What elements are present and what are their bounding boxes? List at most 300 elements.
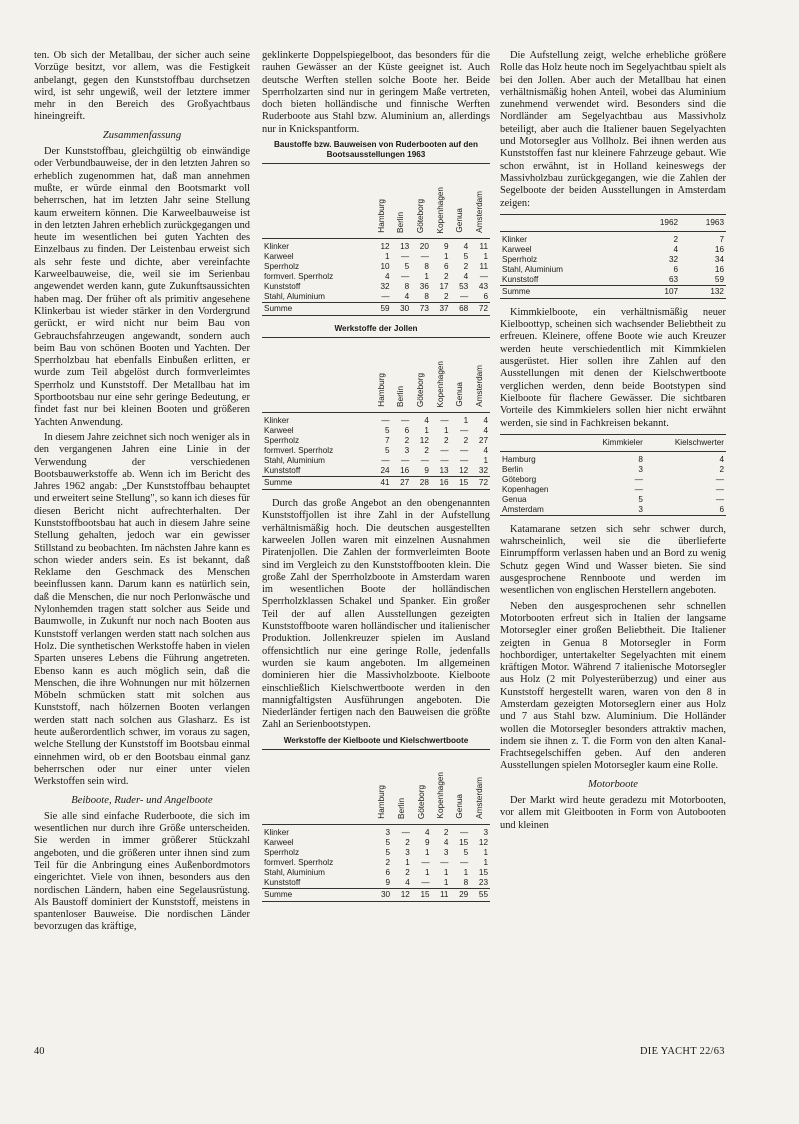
table-cell: 15 [459,837,469,847]
table-cell: 5 [404,262,410,272]
column-header [431,164,451,239]
table-cell: 6 [483,292,488,302]
table-amsterdam-comparison [500,214,726,299]
table-row [262,858,490,868]
table-cell: 1 [483,252,488,262]
table-cell: — [460,446,469,456]
table-cell: 43 [478,282,488,292]
paragraph: Die Aufstellung zeigt, welche erhebliche größere Rolle das Holz heute noch im Segelyachtbau spielt als bei den Jollen. Aber auch der Metallbau hat einen verhältnismäßig hohen Anteil, wobei das Aluminium zunehmend verwendet wird. Besonders sind die Nordländer am Segelyachtbau aus Massivholz beteiligt, aber auch die Italiener bauen Segelyachten und Motorsegler aus Vollholz. Bei ihnen werden aus Kunststoffen fast nur kleinere Fahrzeuge gebaut. Wie schon erwähnt, ist in Holland keineswegs der Massivholzbau zurückgegangen, wie die Zahlen der Segelboote der beiden Ausstellungen in Amsterdam zeigen: [500,50,726,209]
table-row [262,282,490,292]
row-label: Klinker [264,242,290,252]
column-header [451,164,471,239]
data-table [500,434,726,516]
table-cell: 8 [424,262,429,272]
column-header-label: Berlin [396,212,406,234]
column-header-label: Genua [455,208,465,234]
table-cell: 1 [424,426,429,436]
table-row [262,413,490,427]
column-header [500,214,634,231]
table-cell: 27 [392,477,412,490]
header-cell [262,338,372,413]
column-header [411,338,431,413]
table-body [262,239,490,316]
row-label: Sperrholz [264,436,300,446]
table-cell: 5 [385,837,391,847]
table-cell: — [401,416,410,426]
table-body [500,231,726,298]
column-left [34,50,250,937]
section-heading: Motorboote [587,778,639,790]
column-header-label: Kopenhagen [435,360,445,408]
table-row [500,255,726,265]
table-title: Werkstoffe der Kielboote und Kielschwertboote [283,735,469,745]
header-row [262,749,490,824]
table-cell: — [460,857,469,867]
table-row [262,292,490,303]
column-header: 1962 [634,214,680,231]
table-cell: 15 [451,477,471,490]
row-label: Sperrholz [264,262,300,272]
table-cell: 24 [380,466,390,476]
table-cell: 2 [719,464,724,474]
table-cell: 6 [404,426,410,436]
table-cell: — [715,474,724,484]
table-cell: 3 [483,827,488,837]
table-cell: 3 [577,505,645,516]
table-head [262,338,490,413]
table-cell: 2 [444,292,449,302]
row-label: Hamburg [502,454,536,464]
column-header-label: Hamburg [376,199,386,234]
table-cell: 8 [404,282,410,292]
row-label: Karweel [502,244,532,254]
table-cell: 9 [385,877,391,887]
table-body [262,824,490,901]
table-cell: 59 [372,303,392,316]
column-header [432,749,451,824]
row-label: Genua [502,494,527,504]
table-row [262,466,490,477]
column-header-label: Hamburg [377,785,387,819]
row-label: Stahl, Aluminium [264,292,325,302]
table-cell: 11 [479,242,488,252]
table-cell: 1 [463,867,469,877]
table-cell: 36 [419,282,429,292]
table-cell: — [401,252,410,262]
section-heading: Beiboote, Ruder- und Angelboote [71,794,213,806]
table-cell: 3 [385,827,391,837]
table-row [262,436,490,446]
column-header [470,164,490,239]
column-header [392,164,412,239]
row-label: Karweel [264,252,294,262]
table-row [500,275,726,286]
paragraph: In diesem Jahre zeichnet sich noch weniger als in den vergangenen Jahren eine Linie in der Verwendung der verschiedenen Bootsbauwerkstoffe ab. Wenn ich im Bericht des Jahres 1962 angab: „Der Kunststoffbau behauptet und erweitert seine Stellung", so kann ich dieses für diesen Bericht nicht aufrechterhalten. Der Kunststoffbootsbau hat auch in diesem Jahre seine Stellung gehalten, jedoch war ein gewisser Stillstand zu beobachten. Im nächsten Jahre kann es schon wieder anders sein. Es ist bekannt, daß Reklame den Geschmack des Menschen beeinflussen kann. Darum kann es natürlich sein, daß die Menschen, die nur noch Perlonwäsche und Nylonhemden tragen statt solcher aus Seide und Baumwolle, in Zukunft nur noch nach Booten aus Kunststoff verlangen werden statt nach solchen aus Holz. Die synthetischen Werkstoffe haben in vielen Sparten unseres Lebens die Führung angetreten. Ebenso kann es auch möglich sein, daß die Menschen, die ihre Wohnungen nur mit hölzernen Möbeln schmücken statt mit solchen aus Kunststoff, nach hölzernen Booten verlangen werden statt nach solchen aus Glasharz. Es ist heute außerordentlich schwer, im voraus zu sagen, welche Stellung der Kunststoff im Bootsbau einmal einnehmen wird, ob er den Bootsbau einmal ganz beherrschen oder nur einer unter vielen Werkstoffen sein wird. [34,431,250,788]
table-cell: 1 [443,877,449,887]
table-row [500,485,726,495]
paragraph: ten. Ob sich der Metallbau, der sicher auch seine Vorzüge besitzt, vor allem, was die Festigkeit anbelangt, gegen den Kunststoffbau durchsetzen wird, ist sehr ungewiß, weil der letztere immer mehr in den Bereich des Großyachtbaus hineingreift. [34,50,250,123]
row-label: Kunststoff [502,274,539,284]
table-cell: — [440,857,449,867]
table-row [500,495,726,505]
table-cell: 4 [424,416,429,426]
table-cell: 11 [479,262,488,272]
page-number: 40 [34,1046,45,1057]
table-cell: — [401,272,410,282]
table-cell: 16 [400,466,410,476]
row-label: Stahl, Aluminium [264,456,325,466]
table-row [262,824,490,838]
paragraph: Der Kunststoffbau, gleichgültig ob einwändige oder Verbundbauweise, der in den letzten Jahren so erheblich zugenommen hat, daß man annehmen mußte, er würde einmal den Bootsmarkt voll beherrschen, hat im letzten Jahr seine Stellung kaum erweitern können. Die Karweelbauweise ist in den letzten Jahren erheblich zurückgegangen und heute im wesentlichen bei guten Yachten des Einzelbaus zu finden. Der Leistenbau erweist sich als sehr feste und dichte, aber vereinfachte Karweelbauweise, die, weil sie im Serienbau angewendet werden kann, gute Zukunftsaussichten haben mag. Der früher oft als primitiv angesehene Klinkerbau ist wieder stärker in den Vordergrund gerückt, er wird nicht nur beim Bau von Gebrauchsfahrzeugen angewandt, sondern auch beim Bau von schönen Booten und Yachten. Der Sperrholzbau hat ebenfalls Einbußen erlitten, er wurde zum Teil abgelöst durch formverleimtes Sperrholz und Kunststoff. Der Metallbau hat im Sportbootsbau nur eine sehr geringe Bedeutung, er findet fast nur bei kleinen Booten und größeren Yachten Anwendung. [34,146,250,428]
table-cell: 2 [463,262,469,272]
sum-row [262,303,490,316]
sum-row [500,285,726,298]
row-label: Kunststoff [264,466,301,476]
table-cell: 5 [384,426,390,436]
section-heading: Zusammenfassung [102,129,182,141]
table-cell: 23 [478,877,488,887]
table-cell: 5 [638,494,643,504]
row-label: Kunststoff [264,877,301,887]
table-cell: 5 [463,847,469,857]
table-row [262,868,490,878]
table-cell: — [460,456,469,466]
table-cell: 9 [444,242,449,252]
table-row [262,426,490,436]
table-cell: — [381,456,390,466]
table-cell: 5 [463,252,469,262]
table-cell: 3 [443,847,449,857]
table-head [500,214,726,231]
table-cell: 1 [443,867,449,877]
table-cell: 6 [645,505,726,516]
table-cell: 4 [483,426,488,436]
column-header: Kimmkieler [577,434,645,451]
column-header [392,338,412,413]
column-header [392,749,412,824]
table-row [262,848,490,858]
table-cell: — [460,426,469,436]
table-cell: 2 [405,867,410,877]
table-head [262,164,490,239]
table-row [262,456,490,466]
table-cell: 28 [411,477,431,490]
table-kimmkieler [500,434,726,516]
paragraph: Neben den ausgesprochenen sehr schnellen Motorbooten erfreut sich in Italien der langsame Motorsegler einer großen Beliebtheit. Die Italiener zeigten in Genua 8 Motorsegler in Form hochbordiger, untertakelter Segelyachten mit einem kräftigen Motor. Während 7 italienische Motorsegler aus Holz (2 mit Polyesterüberzug) und einer aus Kunststoff hergestellt waren, waren von den 8 in Amsterdam gezeigten Motorseglern einer aus Holz und 7 aus Stahl bzw. Aluminium. Die Holländer wollen die Motorsegler besonders attraktiv machen, indem sie ihnen z. T. die Form von den alten Kanal-Frachtsegelschiffen geben. Auf den anderen Ausstellungen spielen Motorsegler kaum eine Rolle. [500,600,726,772]
table-head [262,749,490,824]
table-row [500,231,726,245]
table-cell: 72 [470,477,490,490]
table-cell: 4 [483,446,488,456]
table-cell: 13 [400,242,410,252]
table-cell: 12 [478,837,488,847]
data-table [500,214,726,299]
table-cell: 32 [668,254,679,264]
header-row [262,164,490,239]
row-label: Sperrholz [264,847,300,857]
table-cell: 68 [451,303,471,316]
table-cell: 132 [680,285,726,298]
table-cell: — [420,252,429,262]
column-header-label: Genua [455,382,465,408]
column-header-label: Kopenhagen [436,772,446,819]
table-cell: — [421,857,430,867]
table-cell: 2 [385,857,391,867]
table-title: Werkstoffe der Jollen [334,324,418,334]
sum-row [262,888,490,901]
table-cell: 1 [483,456,488,466]
table-cell: — [401,827,410,837]
column-header [372,338,392,413]
table-cell: 12 [392,888,412,901]
table-row [500,451,726,465]
column-header [372,749,392,824]
table-cell: 2 [444,436,449,446]
sum-row [262,477,490,490]
table-cell: 1 [444,252,449,262]
column-header-label: Genua [455,794,465,819]
table-cell: 8 [424,292,429,302]
table-cell: — [634,484,643,494]
table-cell: 16 [714,244,724,254]
paragraph: Durch das große Angebot an den obengenannten Kunststoffjollen ist ihre Zahl in der Aufstellung verhältnismäßig hoch. Die deutschen ausgestellten karweelen Jollen waren mit einzelnen Ausnahmen Piratenjollen. Die Zahlen der formverleimten Boote sind im Vergleich zu den Kunststoffbooten klein. Die große Zahl der Sperrholzboote in Amsterdam waren im wesentlichen Boote der holländischen Sperrholzklassen Schakel und Spanker. Ein großer Teil der auf allen Ausstellungen gezeigten Kunststoffboote waren holländischer und italienischer Produktion. Jollenkreuzer spielen im Ausland offensichtlich nur eine geringe Rolle, jedenfalls wurden sie kaum angeboten. Im allgemeinen dominieren hier die Massivholzboote. Kielboote einschließlich Kielschwertboote werden in den mannigfaltigsten Ausführungen angeboten. Die Niederländer fertigen nach den Bauweisen die größte Zahl an Serienbootstypen. [262,498,490,731]
table-cell: 32 [380,282,390,292]
table-cell: 17 [439,282,449,292]
row-label: Stahl, Aluminium [264,867,325,877]
row-label: Stahl, Aluminium [502,264,563,274]
table-cell: 1 [483,857,488,867]
table-cell: 34 [714,254,724,264]
table-cell: 2 [405,837,410,847]
table-cell: 1 [424,272,429,282]
column-header-label: Amsterdam [475,365,485,408]
row-label: Amsterdam [500,505,577,516]
table-cell: 73 [411,303,431,316]
row-label: Sperrholz [502,254,538,264]
table-cell: 4 [673,244,679,254]
table-cell: 2 [404,436,410,446]
column-header [500,434,577,451]
row-label: Kopenhagen [502,484,549,494]
table-row [500,505,726,516]
row-label: Summe [262,303,372,316]
table-title: Baustoffe bzw. Bauweisen von Ruderbooten auf den Bootsausstellungen 1963 [274,140,478,160]
table-cell: 1 [384,252,390,262]
table-cell: 15 [478,867,488,877]
data-table [262,163,490,316]
table-cell: 6 [673,264,679,274]
table-cell: 16 [714,264,724,274]
table-cell: 72 [470,303,490,316]
table-cell: 8 [463,877,469,887]
table-cell: 3 [404,446,410,456]
table-cell: — [715,484,724,494]
paragraph: Kimmkielboote, ein verhältnismäßig neuer Kielboottyp, scheinen sich wachsender Beliebtheit zu erfreuen. Kleinere, offene Boote wie auch Kreuzer werden heute verschiedentlich mit Kimmkielen ausgerüstet. Hier sollen ihre Zahlen auf den Ausstellungen mit denen der Kielschwertboote verglichen werden, denn beide Bootstypen sind Kielboote für flachere Gewässer. Die sichtbaren Vorteile des Kimmkielers sollen hier nicht erwähnt werden, sie sind in Fachkreisen bekannt. [500,306,726,429]
table-cell: 11 [432,888,451,901]
table-jollen [262,324,490,490]
row-label: Klinker [264,416,290,426]
column-header-label: Hamburg [376,373,386,408]
row-label: Berlin [502,464,523,474]
table-cell: 15 [412,888,432,901]
column-header [411,164,431,239]
table-cell: — [715,494,724,504]
table-kielboote [262,736,490,902]
table-row [262,878,490,889]
table-cell: 37 [431,303,451,316]
table-cell: 53 [459,282,469,292]
table-cell: 7 [719,234,724,244]
column-header: Kielschwerter [645,434,726,451]
table-cell: 1 [425,867,430,877]
row-label: Klinker [264,827,290,837]
table-cell: 4 [425,827,430,837]
column-header-label: Berlin [396,386,406,408]
table-cell: 59 [714,274,724,284]
table-cell: 30 [392,303,412,316]
data-table [262,337,490,490]
table-cell: 13 [439,466,449,476]
table-body [262,413,490,490]
table-row [262,446,490,456]
table-cell: 5 [384,446,390,456]
table-head [500,434,726,451]
table-cell: 41 [372,477,392,490]
row-label: Summe [262,477,372,490]
table-cell: — [460,292,469,302]
header-cell [262,749,372,824]
column-header [450,749,470,824]
table-cell: 63 [668,274,679,284]
table-cell: 55 [470,888,490,901]
column-header [451,338,471,413]
table-row [500,465,726,475]
row-label: formverl. Sperrholz [264,446,334,456]
table-row [500,265,726,275]
table-row [262,272,490,282]
table-cell: — [381,292,390,302]
table-cell: 3 [405,847,410,857]
column-header-label: Göteborg [416,372,426,408]
table-cell: 16 [431,477,451,490]
table-cell: — [479,272,488,282]
table-cell: 2 [444,272,449,282]
table-cell: 12 [380,242,390,252]
table-cell: 29 [450,888,470,901]
table-cell: 1 [425,847,430,857]
row-label: Klinker [502,234,528,244]
table-ruderboote [262,140,490,316]
column-header [470,338,490,413]
table-cell: 9 [424,466,429,476]
table-cell: — [420,456,429,466]
table-cell: — [421,877,430,887]
table-row [500,475,726,485]
table-cell: 9 [425,837,430,847]
table-cell: — [440,416,449,426]
table-cell: — [401,456,410,466]
row-label: Kunststoff [264,282,301,292]
table-cell: 4 [404,292,410,302]
table-cell: 1 [483,847,488,857]
table-cell: — [440,456,449,466]
table-cell: 4 [443,837,449,847]
table-cell: 2 [673,234,679,244]
table-row [262,239,490,253]
data-table [262,749,490,902]
header-cell [262,164,372,239]
row-label: Summe [500,285,634,298]
header-row [500,434,726,451]
row-label: Göteborg [502,474,537,484]
table-cell: 5 [385,847,391,857]
table-cell: 1 [463,416,469,426]
paragraph: Sie alle sind einfache Ruderboote, die sich im wesentlichen nur durch ihre Größe unterscheiden. Sie werden in immer größerer Stückzahl angeboten, und die größeren unter ihnen sind zum Teil für die Anbringung eines Außenbordmotors eingerichtet. Viele von ihnen, besonders aus den nordischen Ländern, haben eine Segelausrüstung. Als Baustoff dominiert der Kunststoff, meistens in spantenloser Bauweise. Die nordischen Länder bevorzugen das kräftige, [34,810,250,933]
column-header: 1963 [680,214,726,231]
column-header-label: Göteborg [416,784,426,819]
table-cell: 2 [424,446,429,456]
paragraph: Der Markt wird heute geradezu mit Motorbooten, vor allem mit Gleitbooten in Form von Autobooten und kleinen [500,795,726,831]
header-row [500,214,726,231]
table-cell: 6 [444,262,449,272]
row-label: formverl. Sperrholz [264,272,334,282]
column-middle [262,50,490,910]
table-row [262,838,490,848]
row-label: Karweel [264,426,294,436]
table-cell: 20 [419,242,429,252]
table-cell: 6 [385,867,391,877]
table-cell: — [440,446,449,456]
table-cell: — [460,827,469,837]
table-cell: 1 [444,426,449,436]
table-cell: 27 [478,436,488,446]
column-header-label: Berlin [396,797,406,819]
table-cell: 4 [463,242,469,252]
table-body [500,451,726,515]
table-cell: 32 [478,466,488,476]
column-header [372,164,392,239]
column-header [412,749,432,824]
column-header [470,749,490,824]
table-cell: 107 [634,285,680,298]
paragraph: Katamarane setzen sich sehr schwer durch, wahrscheinlich, weil sie die überlieferte Einrumpfform verlassen haben und an Bord zu wenig Schutz gegen Wind und Wasser bieten. Sie sind ausgesprochene Rennboote und werden im wesentlichen von englischen Herstellern angeboten. [500,523,726,597]
table-cell: 3 [638,464,643,474]
magazine-issue: DIE YACHT 22/63 [640,1046,725,1057]
table-cell: — [381,416,390,426]
table-cell: 1 [405,857,410,867]
column-right [500,50,726,835]
table-cell: 2 [443,827,449,837]
table-cell: 4 [719,454,724,464]
table-cell: 12 [419,436,429,446]
column-header [431,338,451,413]
table-cell: 8 [638,454,643,464]
table-cell: 30 [372,888,392,901]
table-cell: 4 [405,877,410,887]
header-row [262,338,490,413]
table-cell: 4 [463,272,469,282]
column-header-label: Göteborg [416,198,426,234]
column-header-label: Amsterdam [475,776,485,819]
column-header-label: Kopenhagen [435,186,445,234]
row-label: Summe [262,888,372,901]
table-row [262,262,490,272]
row-label: formverl. Sperrholz [264,857,334,867]
table-row [500,245,726,255]
table-cell: — [634,474,643,484]
table-row [262,252,490,262]
table-cell: 4 [384,272,390,282]
